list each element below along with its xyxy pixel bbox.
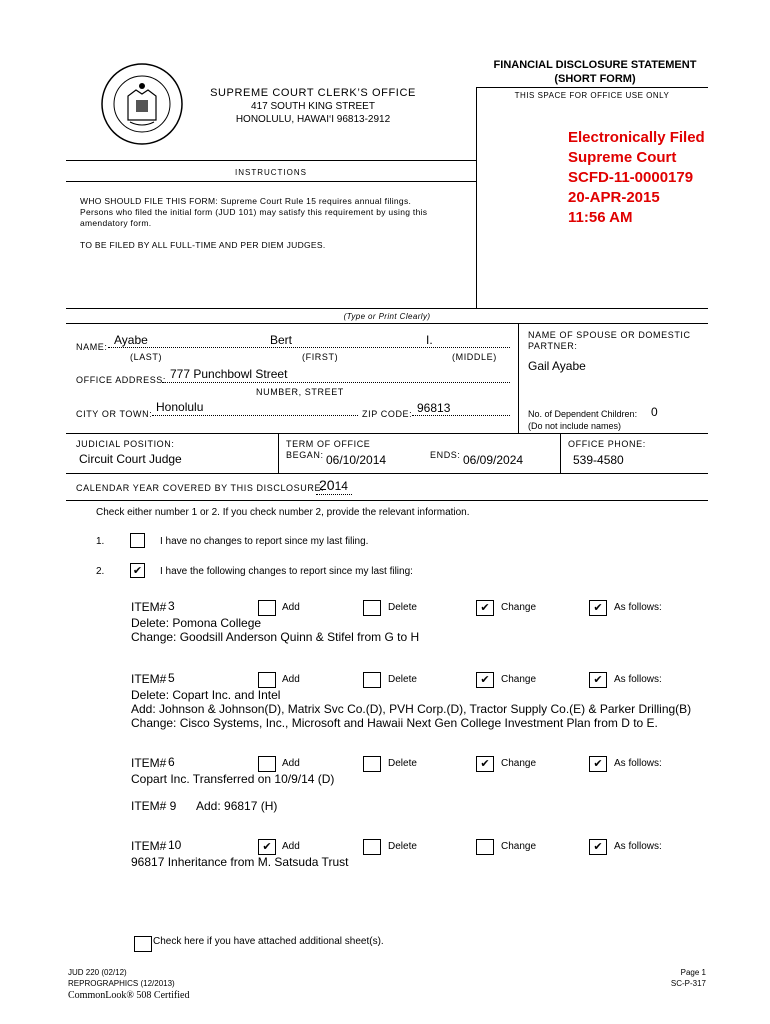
judicial-label: JUDICIAL POSITION: <box>76 439 175 449</box>
item-delete-checkbox[interactable] <box>363 756 381 772</box>
item-label: ITEM# <box>131 672 167 686</box>
year-suffix-field[interactable]: 14 <box>334 479 348 493</box>
ends-label: ENDS: <box>430 450 461 460</box>
item-detail-line[interactable]: Delete: Pomona College <box>131 616 262 630</box>
item-as-follows-label: As follows: <box>614 674 662 685</box>
middle-caption: (MIDDLE) <box>452 352 497 362</box>
attached-sheets-checkbox[interactable] <box>134 936 152 952</box>
spouse-label-2: PARTNER: <box>528 341 578 351</box>
spouse-field[interactable]: Gail Ayabe <box>528 359 586 373</box>
item-add-label: Add <box>282 841 300 852</box>
form-subtitle: (SHORT FORM) <box>554 73 636 85</box>
calendar-year-label: CALENDAR YEAR COVERED BY THIS DISCLOSURE: <box>76 483 325 493</box>
item-as-follows-label: As follows: <box>614 758 662 769</box>
spouse-label-1: NAME OF SPOUSE OR DOMESTIC <box>528 330 691 340</box>
item-add-label: Add <box>282 758 300 769</box>
item-detail-line[interactable]: Delete: Copart Inc. and Intel <box>131 688 281 702</box>
choice-1-checkbox[interactable] <box>130 533 145 548</box>
item-delete-label: Delete <box>388 841 417 852</box>
item-change-label: Change <box>501 841 537 852</box>
item-change-checkbox[interactable] <box>476 756 494 772</box>
judicial-field[interactable]: Circuit Court Judge <box>79 452 182 466</box>
zip-field[interactable]: 96813 <box>417 401 451 415</box>
began-label: BEGAN: <box>286 450 324 460</box>
choices-intro: Check either number 1 or 2. If you check number 2, provide the relevant information. <box>96 507 470 518</box>
item-delete-checkbox[interactable] <box>363 600 381 616</box>
item-as-follows-checkbox[interactable] <box>589 600 607 616</box>
item-change-label: Change <box>501 602 537 613</box>
court-seal <box>100 62 184 146</box>
item-change-label: Change <box>501 758 537 769</box>
item-label: ITEM# <box>131 600 167 614</box>
item-add-label: Add <box>282 674 300 685</box>
office-city: HONOLULU, HAWAI‘I 96813-2912 <box>235 114 391 125</box>
footer-repro: REPROGRAPHICS (12/2013) <box>68 979 175 988</box>
footer-page: Page 1 <box>680 968 706 977</box>
term-label: TERM OF OFFICE <box>286 439 371 449</box>
item-add-checkbox[interactable] <box>258 672 276 688</box>
office-address-label: OFFICE ADDRESS: <box>76 375 167 385</box>
footer-code: SC-P-317 <box>670 979 706 988</box>
choice-1-label: I have no changes to report since my last filing. <box>160 536 369 547</box>
office-street: 417 SOUTH KING STREET <box>251 101 375 112</box>
instructions-line-2: Persons who filed the initial form (JUD 101) may satisfy this requirement by using this <box>80 207 428 217</box>
item-as-follows-label: As follows: <box>614 841 662 852</box>
item-detail-line[interactable]: Add: Johnson & Johnson(D), Matrix Svc Co.(D), PVH Corp.(D), Tractor Supply Co.(E) & Parker Drilling(B) <box>131 702 692 716</box>
dependents-note: (Do not include names) <box>528 421 622 431</box>
item-delete-label: Delete <box>388 602 417 613</box>
choice-2-checkbox[interactable] <box>130 563 145 578</box>
phone-field[interactable]: 539-4580 <box>573 453 624 467</box>
item-change-checkbox[interactable] <box>476 839 494 855</box>
instructions-line-1: WHO SHOULD FILE THIS FORM: Supreme Court Rule 15 requires annual filings. <box>80 196 412 206</box>
calendar-year <box>319 477 348 493</box>
city-label: CITY OR TOWN: <box>76 409 153 419</box>
item-delete-label: Delete <box>388 758 417 769</box>
began-field[interactable]: 06/10/2014 <box>326 453 387 467</box>
item-number-field[interactable]: 6 <box>168 755 175 769</box>
item-detail-line[interactable]: 96817 Inheritance from M. Satsuda Trust <box>131 855 349 869</box>
item-add-checkbox[interactable] <box>258 756 276 772</box>
name-middle-field[interactable]: I. <box>426 333 433 347</box>
instructions-who-files: TO BE FILED BY ALL FULL-TIME AND PER DIEM JUDGES. <box>80 240 326 250</box>
stamp-line-4: 20-APR-2015 <box>568 189 660 206</box>
filing-stamp <box>568 128 713 228</box>
instructions-line-3: amendatory form. <box>80 218 152 228</box>
name-last-field[interactable]: Ayabe <box>114 333 148 347</box>
item-detail-line[interactable]: Change: Cisco Systems, Inc., Microsoft and Hawaii Next Gen College Investment Plan from D to E. <box>131 716 658 730</box>
name-label: NAME: <box>76 342 108 352</box>
name-first-field[interactable]: Bert <box>270 333 293 347</box>
year-prefix: 20 <box>319 477 335 493</box>
item-change-checkbox[interactable] <box>476 672 494 688</box>
dependents-label: No. of Dependent Children: <box>528 409 638 419</box>
item-delete-checkbox[interactable] <box>363 672 381 688</box>
footer-certified: CommonLook® 508 Certified <box>68 990 190 1001</box>
office-address-field[interactable]: 777 Punchbowl Street <box>170 367 288 381</box>
type-print-note: (Type or Print Clearly) <box>343 312 431 321</box>
stamp-line-2: Supreme Court <box>568 149 677 166</box>
last-caption: (LAST) <box>130 352 163 362</box>
item-number-field[interactable]: 10 <box>168 838 182 852</box>
stamp-line-1: Electronically Filed <box>568 129 705 146</box>
item-add-checkbox[interactable] <box>258 839 276 855</box>
item-add-checkbox[interactable] <box>258 600 276 616</box>
city-field[interactable]: Honolulu <box>156 400 204 414</box>
item-label: ITEM# <box>131 756 167 770</box>
item-as-follows-checkbox[interactable] <box>589 672 607 688</box>
stamp-line-3: SCFD-11-0000179 <box>568 169 694 186</box>
phone-label: OFFICE PHONE: <box>568 439 646 449</box>
item-9-label: ITEM# 9 <box>131 799 177 813</box>
attached-sheets-label: Check here if you have attached additional sheet(s). <box>153 936 384 947</box>
first-caption: (FIRST) <box>302 352 339 362</box>
footer-form-number: JUD 220 (02/12) <box>68 968 127 977</box>
item-as-follows-checkbox[interactable] <box>589 756 607 772</box>
item-number-field[interactable]: 3 <box>168 599 175 613</box>
item-detail-line[interactable]: Change: Goodsill Anderson Quinn & Stifel from G to H <box>131 630 420 644</box>
item-change-checkbox[interactable] <box>476 600 494 616</box>
dependents-field[interactable]: 0 <box>651 405 658 419</box>
form-title: FINANCIAL DISCLOSURE STATEMENT <box>493 59 697 71</box>
item-add-label: Add <box>282 602 300 613</box>
ends-field[interactable]: 06/09/2024 <box>463 453 524 467</box>
item-as-follows-checkbox[interactable] <box>589 839 607 855</box>
zip-label: ZIP CODE: <box>362 409 413 419</box>
number-street-caption: NUMBER, STREET <box>256 387 344 397</box>
item-change-label: Change <box>501 674 537 685</box>
item-number-field[interactable]: 5 <box>168 671 175 685</box>
office-name: SUPREME COURT CLERK’S OFFICE <box>210 87 416 99</box>
item-9-text: Add: 96817 (H) <box>196 799 278 813</box>
item-detail-line[interactable]: Copart Inc. Transferred on 10/9/14 (D) <box>131 772 335 786</box>
item-as-follows-label: As follows: <box>614 602 662 613</box>
stamp-line-5: 11:56 AM <box>568 209 633 226</box>
item-delete-label: Delete <box>388 674 417 685</box>
choice-2-number: 2. <box>96 566 105 577</box>
choice-1-number: 1. <box>96 536 105 547</box>
office-use-label: THIS SPACE FOR OFFICE USE ONLY <box>514 91 670 100</box>
choice-2-label: I have the following changes to report since my last filing: <box>160 566 413 577</box>
instructions-heading: INSTRUCTIONS <box>235 168 307 177</box>
item-delete-checkbox[interactable] <box>363 839 381 855</box>
item-label: ITEM# <box>131 839 167 853</box>
